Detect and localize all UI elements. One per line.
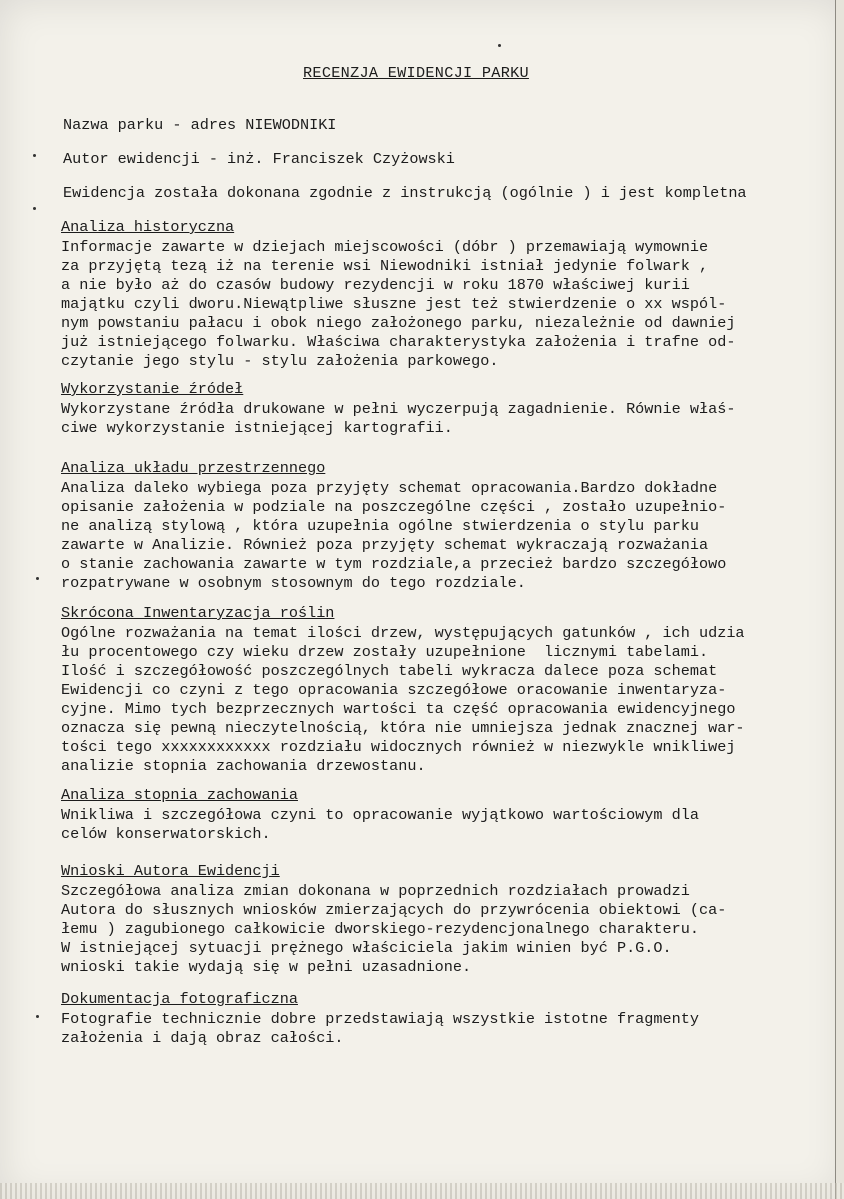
- body-line: Ewidencji co czyni z tego opracowania szczegółowe oracowanie inwentaryza-: [61, 681, 727, 699]
- section-author-conclusions: [61, 862, 841, 977]
- body-line: oznacza się pewną nieczytelnością, która nie umniejsza jednak znacznej war-: [61, 719, 745, 737]
- body-line: majątku czyli dworu.Niewątpliwe słuszne jest też stwierdzenie o xx wspól-: [61, 295, 727, 313]
- body-line: zawarte w Analizie. Również poza przyjęty schemat wykraczają rozważania: [61, 536, 709, 554]
- body-line: Wykorzystane źródła drukowane w pełni wyczerpują zagadnienie. Równie właś-: [61, 400, 736, 418]
- section-body: [61, 882, 841, 977]
- section-heading: Wnioski Autora Ewidencji: [61, 862, 280, 880]
- body-line: analizie stopnia zachowania drzewostanu.: [61, 757, 426, 775]
- body-line: Szczegółowa analiza zmian dokonana w poprzednich rozdziałach prowadzi: [61, 882, 690, 900]
- compliance-line: Ewidencja została dokonana zgodnie z instrukcją (ogólnie ) i jest kompletna: [63, 184, 747, 202]
- section-body: [61, 238, 841, 371]
- page-bottom-edge: [0, 1183, 844, 1199]
- margin-mark: [36, 1015, 39, 1018]
- section-heading: Analiza historyczna: [61, 218, 235, 236]
- body-line: Analiza daleko wybiega poza przyjęty schemat opracowania.Bardzo dokładne: [61, 479, 718, 497]
- section-heading: Analiza układu przestrzennego: [61, 459, 326, 477]
- body-line: łu procentowego czy wieku drzew zostały uzupełnione licznymi tabelami.: [61, 643, 709, 661]
- body-line: za przyjętą tezą iż na terenie wsi Niewodniki istniał jedynie folwark ,: [61, 257, 709, 275]
- body-line: nym powstaniu pałacu i obok niego założonego parku, niezależnie od dawniej: [61, 314, 736, 332]
- author-line: Autor ewidencji - inż. Franciszek Czyżowski: [63, 150, 455, 168]
- body-line: opisanie założenia w podziale na poszczególne części , zostało uzupełnio-: [61, 498, 727, 516]
- body-line: a nie było aż do czasów budowy rezydencji w roku 1870 właściwej kurii: [61, 276, 690, 294]
- margin-mark: [498, 44, 501, 47]
- body-line: Wnikliwa i szczegółowa czyni to opracowanie wyjątkowo wartościowym dla: [61, 806, 699, 824]
- body-line: W istniejącej sytuacji prężnego właściciela jakim winien być P.G.O.: [61, 939, 672, 957]
- body-line: Ilość i szczegółowość poszczególnych tabeli wykracza dalece poza schemat: [61, 662, 718, 680]
- body-line: czytanie jego stylu - stylu założenia parkowego.: [61, 352, 499, 370]
- body-line: założenia i dają obraz całości.: [61, 1029, 344, 1047]
- body-line: łemu ) zagubionego całkowicie dworskiego-rezydencjonalnego charakteru.: [61, 920, 699, 938]
- section-heading: Wykorzystanie źródeł: [61, 380, 244, 398]
- section-heading: Dokumentacja fotograficzna: [61, 990, 298, 1008]
- section-body: [61, 624, 841, 776]
- section-body: [61, 400, 841, 438]
- section-body: [61, 479, 841, 593]
- section-heading: Skrócona Inwentaryzacja roślin: [61, 604, 335, 622]
- body-line: ciwe wykorzystanie istniejącej kartografii.: [61, 419, 453, 437]
- section-body: [61, 806, 841, 844]
- body-line: cyjne. Mimo tych bezprzecznych wartości ta część opracowania ewidencyjnego: [61, 700, 736, 718]
- section-historical-analysis: [61, 218, 841, 371]
- body-line: Fotografie technicznie dobre przedstawiają wszystkie istotne fragmenty: [61, 1010, 699, 1028]
- body-line: wnioski takie wydają się w pełni uzasadnione.: [61, 958, 472, 976]
- margin-mark: [33, 154, 36, 157]
- body-line: celów konserwatorskich.: [61, 825, 271, 843]
- body-line: Ogólne rozważania na temat ilości drzew, występujących gatunków , ich udzia: [61, 624, 745, 642]
- section-preservation: [61, 786, 841, 844]
- body-line: Informacje zawarte w dziejach miejscowości (dóbr ) przemawiają wymownie: [61, 238, 709, 256]
- section-photo-documentation: [61, 990, 841, 1048]
- margin-mark: [33, 207, 36, 210]
- section-spatial-layout: [61, 459, 841, 593]
- body-line: tości tego xxxxxxxxxxxx rozdziału widocznych również w niezwykle wnikliwej: [61, 738, 736, 756]
- body-line: rozpatrywane w osobnym stosownym do tego rozdziale.: [61, 574, 526, 592]
- body-line: Autora do słusznych wniosków zmierzających do przywrócenia obiektowi (ca-: [61, 901, 727, 919]
- section-body: [61, 1010, 841, 1048]
- section-heading: Analiza stopnia zachowania: [61, 786, 298, 804]
- section-sources: [61, 380, 841, 438]
- margin-mark: [36, 577, 39, 580]
- body-line: już istniejącego folwarku. Właściwa charakterystyka założenia i trafne od-: [61, 333, 736, 351]
- section-plant-inventory: [61, 604, 841, 776]
- body-line: o stanie zachowania zawarte w tym rozdziale,a przecież bardzo szczegółowo: [61, 555, 727, 573]
- document-title: RECENZJA EWIDENCJI PARKU: [303, 64, 529, 82]
- park-name-line: Nazwa parku - adres NIEWODNIKI: [63, 116, 337, 134]
- body-line: ne analizą stylową , która uzupełnia ogólne stwierdzenia o stylu parku: [61, 517, 699, 535]
